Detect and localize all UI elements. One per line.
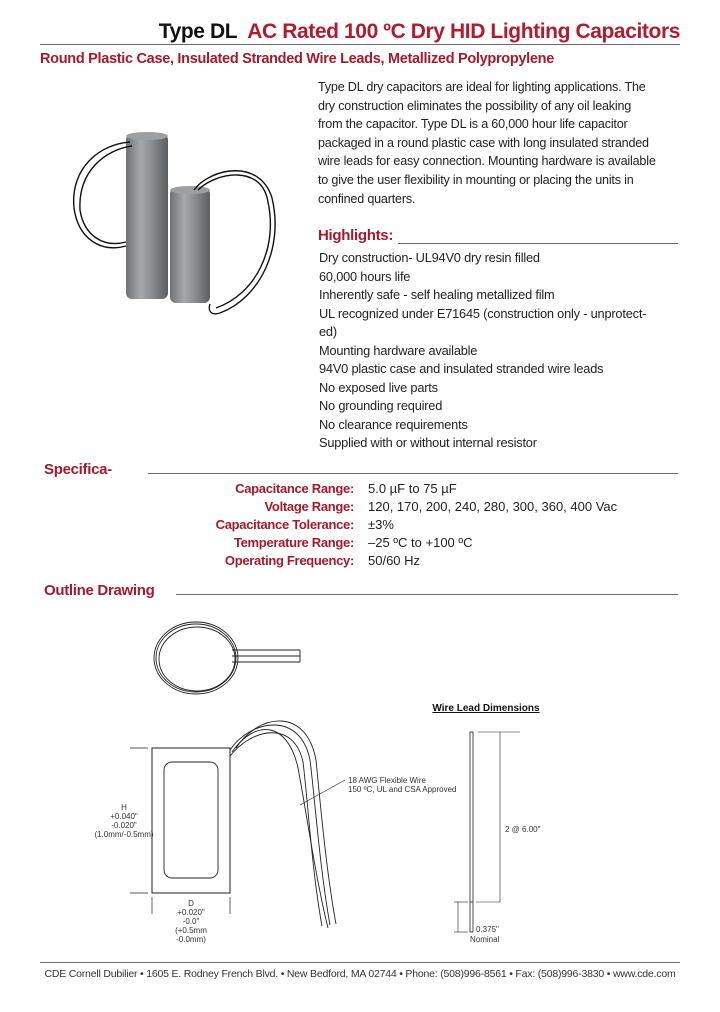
spec-label: Operating Frequency:: [224, 553, 354, 568]
diameter-label: D: [188, 899, 194, 908]
intro-line: Type DL dry capacitors are ideal for lighting applications. The: [318, 80, 646, 94]
specifications-heading: Specifica-: [44, 461, 112, 478]
highlight-item: Mounting hardware available: [319, 342, 478, 358]
spec-value: 120, 170, 200, 240, 280, 300, 360, 400 Vac: [368, 499, 618, 514]
highlights-rule: [398, 243, 678, 244]
product-photo: [60, 128, 290, 328]
wire-note-gauge: 18 AWG Flexible Wire: [348, 776, 426, 785]
capacitor-large: [126, 132, 168, 299]
intro-line: from the capacitor. Type DL is a 60,000 hour life capacitor: [318, 117, 628, 132]
page-title: [0, 20, 680, 44]
side-view-leads: [230, 721, 336, 928]
highlight-item: Inherently safe - self healing metallized film: [319, 287, 555, 302]
intro-line: packaged in a round plastic case with long insulated stranded: [318, 135, 649, 150]
intro-line: confined quarters.: [318, 191, 416, 206]
footer-contact: CDE Cornell Dubilier • 1605 E. Rodney French Blvd. • New Bedford, MA 02744 • Phone: (508)996-8561 • Fax: (508)996-3830 • www.cde.com: [44, 968, 676, 980]
outline-rule: [176, 594, 678, 595]
diameter-tolerance-metric-minus: -0.0mm): [176, 935, 206, 944]
intro-line: to give the user flexibility in mounting or placing the units in: [318, 172, 634, 187]
highlight-item: No clearance requirements: [319, 416, 468, 432]
highlights-heading: Highlights:: [318, 227, 394, 244]
spec-value: –25 ºC to +100 ºC: [368, 535, 473, 550]
spec-value: 5.0 µF to 75 µF: [368, 481, 457, 496]
highlights-list: [319, 249, 646, 453]
specifications-rule: [148, 473, 678, 474]
capacitor-small: [170, 186, 210, 303]
highlight-item: No exposed live parts: [319, 379, 438, 395]
spec-label: Capacitance Tolerance:: [215, 517, 354, 532]
highlight-item: Supplied with or without internal resistor: [319, 435, 537, 450]
strip-length-label: 0.375": [476, 925, 499, 934]
highlight-item: 94V0 plastic case and insulated stranded wire leads: [319, 361, 604, 376]
diameter-tolerance-minus: -0.0": [182, 917, 200, 926]
spec-label: Capacitance Range:: [235, 481, 354, 496]
type-label: Type DL: [158, 20, 238, 43]
spec-label: Temperature Range:: [233, 535, 354, 550]
diameter-tolerance-metric-plus: (+0.5mm: [175, 926, 207, 935]
highlight-item: No grounding required: [319, 398, 443, 413]
diameter-tolerance-plus: +0.020": [177, 908, 205, 917]
title-rule: [40, 44, 680, 45]
height-tolerance-plus: +0.040": [110, 812, 138, 821]
outline-heading: Outline Drawing: [44, 582, 155, 599]
spec-label: Voltage Range:: [264, 499, 354, 514]
wire-note-rating: 150 ºC, UL and CSA Approved: [348, 785, 457, 794]
title-text: AC Rated 100 ºC Dry HID Lighting Capacitors: [247, 20, 680, 43]
height-label: H: [121, 803, 127, 812]
spec-value: 50/60 Hz: [368, 553, 421, 568]
height-tolerance-metric: (1.0mm/-0.5mm): [94, 830, 154, 839]
height-tolerance-minus: -0.020": [111, 821, 137, 830]
lead-length-label: 2 @ 6.00": [505, 825, 541, 834]
intro-paragraph: [318, 78, 682, 208]
side-view-body: [152, 748, 230, 893]
intro-line: wire leads for easy connection. Mounting hardware is available: [318, 154, 656, 169]
wire-note-leader: [300, 780, 345, 805]
highlight-item: ed): [319, 324, 337, 339]
highlight-item: UL recognized under E71645 (construction only - unprotect-: [319, 305, 647, 321]
top-view-coil: [154, 622, 300, 694]
footer-rule: [40, 962, 680, 963]
page-subtitle: Round Plastic Case, Insulated Stranded Wire Leads, Metallized Polypropylene: [40, 51, 555, 67]
wire-lead-title: Wire Lead Dimensions: [432, 703, 540, 714]
highlight-item: 60,000 hours life: [319, 268, 411, 284]
spec-value: ±3%: [368, 517, 394, 532]
intro-line: dry construction eliminates the possibility of any oil leaking: [318, 98, 632, 113]
strip-note: Nominal: [470, 935, 500, 944]
outline-drawing: [94, 610, 541, 955]
highlight-item: Dry construction- UL94V0 dry resin filled: [319, 250, 540, 265]
